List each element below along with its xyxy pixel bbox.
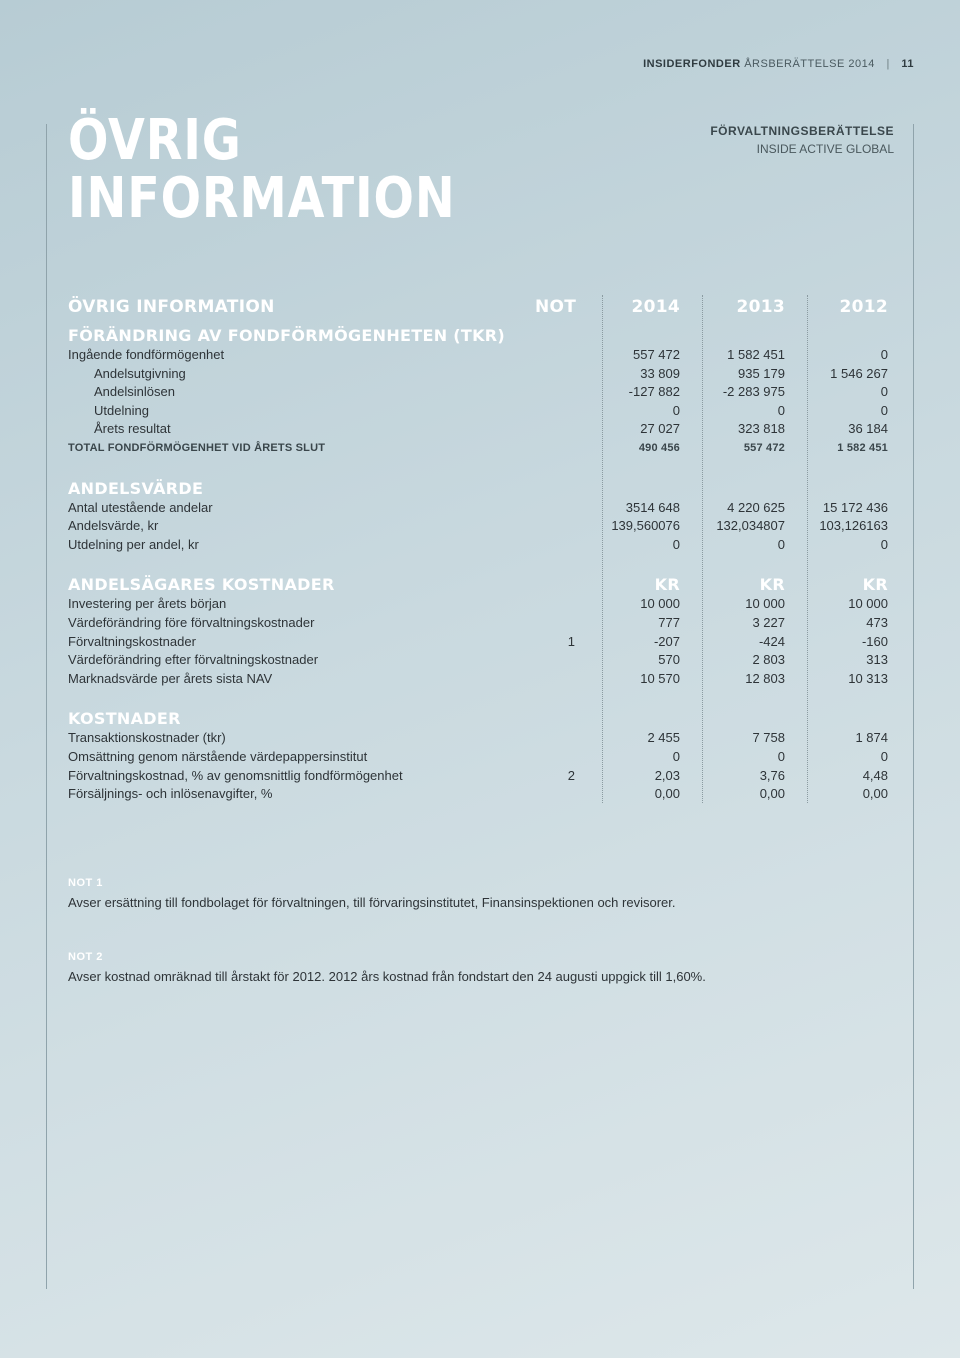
row-label: Antal utestående andelar <box>68 499 213 515</box>
group-title-andelsagares-kostnader <box>68 571 888 595</box>
row-value-2014: 3514 648 <box>625 499 680 515</box>
left-margin-rule <box>46 124 47 1289</box>
row-value-2012: 313 <box>866 652 888 668</box>
row-value-2012: 10 000 <box>848 596 888 612</box>
row-value-2014: 2,03 <box>654 767 680 783</box>
row-value-2012: 36 184 <box>848 421 888 437</box>
row-not: 1 <box>567 633 575 649</box>
group-title-kostnader <box>68 705 888 729</box>
row-value-2014: 0,00 <box>654 786 680 802</box>
row-value-2013: 132,034807 <box>716 518 785 534</box>
table-row <box>68 633 888 652</box>
row-value-2014: 10 570 <box>640 670 680 686</box>
info-table <box>68 292 888 804</box>
right-margin-rule <box>913 124 914 1289</box>
total-value-2013: 557 472 <box>743 441 785 454</box>
row-value-2012: 4,48 <box>862 767 888 783</box>
group-title-text: ANDELSVÄRDE <box>68 478 204 498</box>
table-row <box>68 651 888 670</box>
table-row <box>68 748 888 767</box>
row-value-2013: 323 818 <box>738 421 785 437</box>
page-title <box>68 108 456 231</box>
row-label: Utdelning <box>94 402 149 418</box>
table-row <box>68 346 888 365</box>
row-label: Transaktionskostnader (tkr) <box>68 730 226 746</box>
row-value-2012: 0,00 <box>862 786 888 802</box>
table-header-not: NOT <box>535 297 577 317</box>
table-row <box>68 729 888 748</box>
table-row <box>68 383 888 402</box>
unit-label-2013: KR <box>759 575 785 595</box>
page-number: 11 <box>901 58 914 70</box>
total-row <box>68 439 888 458</box>
unit-label-2012: KR <box>862 575 888 595</box>
row-value-2014: 557 472 <box>633 347 680 362</box>
row-label: Andelsinlösen <box>94 384 175 400</box>
page-title-line2: INFORMATION <box>68 166 456 231</box>
row-label: Förvaltningskostnad, % av genomsnittlig fondförmögenhet <box>68 767 403 783</box>
group-title-andelsvarde <box>68 475 888 499</box>
total-value-2012: 1 582 451 <box>837 441 888 454</box>
header-separator: | <box>886 58 890 70</box>
row-value-2014: 777 <box>658 614 680 630</box>
row-value-2012: 0 <box>880 748 888 764</box>
row-value-2012: 1 874 <box>855 730 888 746</box>
row-value-2014: 0 <box>672 402 680 418</box>
total-label: TOTAL FONDFÖRMÖGENHET VID ÅRETS SLUT <box>68 441 326 454</box>
row-not: 2 <box>567 767 575 783</box>
row-value-2012: 10 313 <box>848 670 888 686</box>
table-header-year-2013: 2013 <box>736 297 785 317</box>
row-value-2012: 473 <box>866 614 888 630</box>
row-value-2014: 10 000 <box>640 596 680 612</box>
row-value-2012: 1 546 267 <box>830 365 888 381</box>
footnote-title: NOT 1 <box>68 877 103 889</box>
row-value-2013: 3,76 <box>759 767 785 783</box>
group-title-text: KOSTNADER <box>68 709 181 729</box>
row-value-2012: 0 <box>880 536 888 552</box>
row-value-2014: 33 809 <box>640 365 680 381</box>
table-row <box>68 365 888 384</box>
row-value-2013: -424 <box>758 633 785 649</box>
row-label: Förvaltningskostnader <box>68 633 196 649</box>
row-value-2013: 4 220 625 <box>727 499 785 515</box>
footnote-text: Avser ersättning till fondbolaget för förvaltningen, till förvaringsinstitutet, Finansinspektionen och revisorer. <box>68 895 676 910</box>
row-value-2012: 0 <box>880 347 888 362</box>
table-header-year-2012: 2012 <box>839 297 888 317</box>
group-title-fondformogenhet <box>68 322 888 346</box>
footnote-text: Avser kostnad omräknad till årstakt för 2012. 2012 års kostnad från fondstart den 24 augusti uppgick till 1,60%. <box>68 969 706 984</box>
page-title-line1: ÖVRIG <box>68 108 242 173</box>
group-title-text: FÖRÄNDRING AV FONDFÖRMÖGENHETEN (TKR) <box>68 326 506 345</box>
row-label: Årets resultat <box>94 421 171 437</box>
row-label: Andelsvärde, kr <box>68 518 159 534</box>
table-row <box>68 402 888 421</box>
unit-label-2014: KR <box>654 575 680 595</box>
row-value-2014: 2 455 <box>647 730 680 746</box>
footnote-2 <box>68 951 706 984</box>
row-label: Försäljnings- och inlösenavgifter, % <box>68 786 273 802</box>
table-row <box>68 517 888 536</box>
row-value-2014: 0 <box>672 536 680 552</box>
table-row <box>68 536 888 555</box>
row-value-2014: 0 <box>672 748 680 764</box>
row-label: Ingående fondförmögenhet <box>68 347 225 362</box>
table-header-row <box>68 292 888 322</box>
row-value-2014: -127 882 <box>628 384 680 400</box>
row-value-2013: -2 283 975 <box>722 384 785 400</box>
row-value-2014: 27 027 <box>640 421 680 437</box>
table-row <box>68 420 888 439</box>
row-value-2012: 0 <box>880 384 888 400</box>
row-value-2014: 139,560076 <box>611 518 680 534</box>
row-value-2013: 0,00 <box>759 786 785 802</box>
row-value-2013: 1 582 451 <box>727 347 785 362</box>
row-label: Marknadsvärde per årets sista NAV <box>68 670 273 686</box>
row-label: Omsättning genom närstående värdepappersinstitut <box>68 748 368 764</box>
row-value-2013: 935 179 <box>738 365 785 381</box>
table-row <box>68 767 888 786</box>
section-heading <box>710 124 894 156</box>
row-value-2013: 3 227 <box>752 614 785 630</box>
running-header <box>643 58 914 70</box>
footnote-1 <box>68 877 675 910</box>
row-value-2013: 7 758 <box>752 730 785 746</box>
row-value-2013: 10 000 <box>745 596 785 612</box>
table-row <box>68 595 888 614</box>
fund-name: INSIDE ACTIVE GLOBAL <box>756 142 894 156</box>
footnote-title: NOT 2 <box>68 951 103 963</box>
section-title: FÖRVALTNINGSBERÄTTELSE <box>710 124 894 138</box>
row-value-2013: 2 803 <box>752 652 785 668</box>
row-value-2013: 0 <box>777 748 785 764</box>
row-value-2014: -207 <box>653 633 680 649</box>
table-header-year-2014: 2014 <box>631 297 680 317</box>
row-label: Värdeförändring efter förvaltningskostnader <box>68 652 319 668</box>
table-header-label: ÖVRIG INFORMATION <box>68 297 275 317</box>
table-row <box>68 614 888 633</box>
total-value-2014: 490 456 <box>638 441 680 454</box>
row-label: Investering per årets början <box>68 596 227 612</box>
row-value-2014: 570 <box>658 652 680 668</box>
row-label: Utdelning per andel, kr <box>68 536 199 552</box>
row-label: Andelsutgivning <box>94 365 186 381</box>
table-row <box>68 785 888 804</box>
brand-name: INSIDERFONDER <box>643 58 741 70</box>
row-value-2013: 0 <box>777 402 785 418</box>
table-row <box>68 499 888 518</box>
group-title-text: ANDELSÄGARES KOSTNADER <box>68 575 335 595</box>
table-row <box>68 670 888 689</box>
row-value-2013: 0 <box>777 536 785 552</box>
row-value-2012: 103,126163 <box>819 518 888 534</box>
row-value-2012: 0 <box>880 402 888 418</box>
row-value-2012: 15 172 436 <box>822 499 888 515</box>
document-name: ÅRSBERÄTTELSE 2014 <box>744 58 875 70</box>
row-value-2013: 12 803 <box>745 670 785 686</box>
row-label: Värdeförändring före förvaltningskostnader <box>68 614 315 630</box>
row-value-2012: -160 <box>861 633 888 649</box>
